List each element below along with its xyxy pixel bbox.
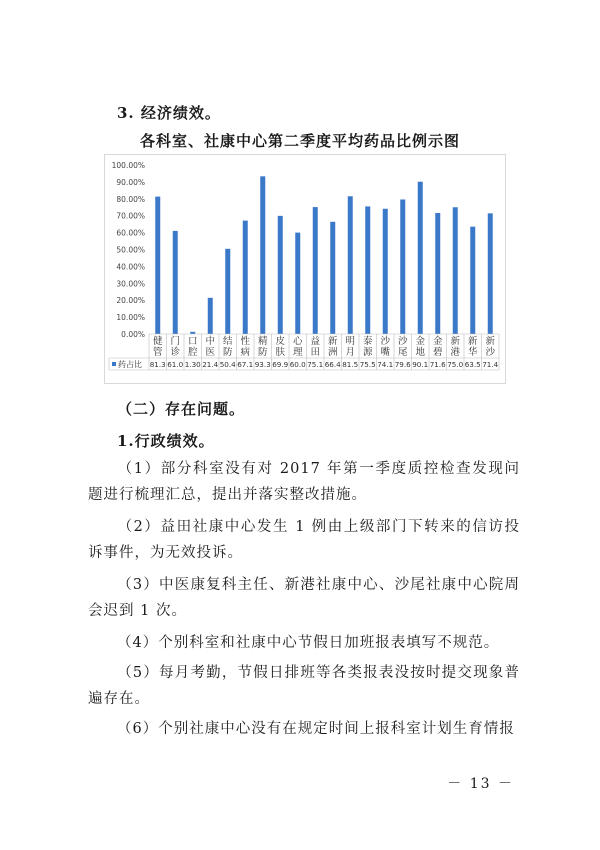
paragraph-5-text: （5）每月考勤，节假日排班等各类报表没按时提交现象普遍存在。 bbox=[88, 665, 520, 707]
paragraph-6-text: （6）个别社康中心没有在规定时间上报科室计划生育情报 bbox=[117, 721, 515, 737]
chart-title: 各科室、社康中心第二季度平均药品比例示图 bbox=[139, 132, 460, 150]
category-label: 健 bbox=[152, 336, 163, 347]
category-label: 性 bbox=[240, 336, 251, 347]
bar bbox=[453, 207, 458, 334]
data-label: 74.1 bbox=[377, 360, 394, 369]
bar bbox=[330, 222, 335, 334]
data-label: 81.3 bbox=[149, 360, 166, 369]
category-label: 洲 bbox=[327, 347, 338, 358]
bar bbox=[208, 298, 213, 334]
paragraph-3 bbox=[88, 572, 520, 624]
section-heading-economic: 3. 经济绩效。 bbox=[117, 104, 221, 122]
category-label: 病 bbox=[240, 347, 251, 358]
category-label: 新 bbox=[450, 336, 461, 347]
data-label: 69.9 bbox=[272, 360, 289, 369]
category-label: 港 bbox=[450, 347, 461, 358]
category-label: 尾 bbox=[397, 347, 408, 358]
category-label: 理 bbox=[292, 347, 303, 358]
y-tick-label: 90.00% bbox=[116, 177, 145, 187]
category-label: 田 bbox=[310, 347, 321, 358]
bar bbox=[383, 209, 388, 334]
data-label: 1.30 bbox=[184, 360, 201, 369]
data-label: 63.5 bbox=[464, 360, 481, 369]
chart-svg bbox=[105, 155, 505, 383]
category-label: 肤 bbox=[275, 347, 286, 358]
bar bbox=[365, 206, 370, 334]
category-label: 新 bbox=[327, 336, 338, 347]
y-tick-label: 70.00% bbox=[116, 211, 145, 221]
data-label: 67.1 bbox=[237, 360, 254, 369]
paragraph-5 bbox=[88, 660, 520, 712]
y-tick-label: 80.00% bbox=[116, 194, 145, 204]
data-label: 61.0 bbox=[167, 360, 184, 369]
paragraph-4-text: （4）个别科室和社康中心节假日加班报表填写不规范。 bbox=[117, 635, 500, 651]
data-label: 93.3 bbox=[254, 360, 271, 369]
page-number: － 13 － bbox=[447, 776, 514, 792]
category-label: 碧 bbox=[432, 347, 443, 358]
bar bbox=[190, 332, 195, 334]
data-label: 75.1 bbox=[307, 360, 324, 369]
category-label: 口 bbox=[187, 336, 198, 347]
paragraph-4 bbox=[88, 630, 520, 656]
y-tick-label: 30.00% bbox=[116, 279, 145, 289]
data-label: 66.4 bbox=[324, 360, 341, 369]
paragraph-1-text: （1）部分科室没有对 2017 年第一季度质控检查发现问题进行梳理汇总，提出并落实整改措施。 bbox=[88, 461, 520, 503]
category-label: 沙 bbox=[380, 336, 391, 347]
category-label: 沙 bbox=[397, 336, 408, 347]
legend-label: 药占比 bbox=[118, 360, 142, 369]
category-label: 皮 bbox=[275, 336, 286, 347]
category-label: 金 bbox=[415, 336, 426, 347]
legend-swatch bbox=[112, 362, 116, 366]
y-tick-label: 60.00% bbox=[116, 228, 145, 238]
bar bbox=[173, 231, 178, 334]
category-label: 月 bbox=[345, 347, 356, 358]
y-tick-label: 0.00% bbox=[121, 330, 145, 339]
bar bbox=[155, 197, 160, 334]
category-label: 地 bbox=[415, 347, 426, 358]
data-label: 71.6 bbox=[429, 360, 446, 369]
category-label: 沙 bbox=[485, 347, 496, 358]
category-label: 防 bbox=[257, 347, 268, 358]
bar bbox=[348, 196, 353, 334]
y-tick-label: 20.00% bbox=[116, 296, 145, 306]
data-label: 71.4 bbox=[482, 360, 499, 369]
category-label: 防 bbox=[222, 347, 233, 358]
bar bbox=[400, 199, 405, 334]
bar bbox=[225, 249, 230, 334]
data-label: 79.6 bbox=[394, 360, 411, 369]
section2-title: （二）存在问题。 bbox=[117, 400, 246, 418]
paragraph-1 bbox=[88, 456, 520, 508]
category-label: 嘴 bbox=[380, 347, 391, 358]
category-label: 华 bbox=[467, 347, 478, 358]
data-label: 60.0 bbox=[289, 360, 306, 369]
data-label: 21.4 bbox=[202, 360, 219, 369]
category-label: 明 bbox=[345, 336, 356, 347]
bar bbox=[260, 176, 265, 334]
category-label: 精 bbox=[257, 336, 268, 347]
data-label: 50.4 bbox=[219, 360, 236, 369]
category-label: 新 bbox=[467, 336, 478, 347]
paragraph-6 bbox=[88, 716, 520, 742]
bar bbox=[243, 221, 248, 334]
data-label: 90.1 bbox=[412, 360, 429, 369]
category-label: 门 bbox=[170, 336, 181, 347]
data-label: 81.5 bbox=[342, 360, 359, 369]
category-label: 益 bbox=[310, 336, 321, 347]
y-tick-label: 10.00% bbox=[116, 313, 145, 323]
category-label: 腔 bbox=[187, 347, 198, 358]
paragraph-3-text: （3）中医康复科主任、新港社康中心、沙尾社康中心院周会迟到 1 次。 bbox=[88, 577, 520, 619]
y-tick-label: 100.00% bbox=[111, 161, 145, 170]
y-tick-label: 50.00% bbox=[116, 245, 145, 255]
category-label: 心 bbox=[292, 336, 303, 347]
category-label: 源 bbox=[362, 347, 373, 358]
bar bbox=[470, 227, 475, 334]
category-label: 医 bbox=[205, 347, 216, 358]
category-label: 新 bbox=[485, 336, 496, 347]
category-label: 中 bbox=[205, 336, 216, 347]
paragraph-2 bbox=[88, 514, 520, 566]
category-label: 管 bbox=[152, 347, 163, 358]
bar-chart bbox=[104, 154, 506, 384]
bar bbox=[278, 216, 283, 334]
category-label: 诊 bbox=[170, 347, 181, 358]
paragraph-2-text: （2）益田社康中心发生 1 例由上级部门下转来的信访投诉事件，为无效投诉。 bbox=[88, 519, 520, 561]
bar bbox=[418, 182, 423, 334]
category-label: 金 bbox=[432, 336, 443, 347]
bar bbox=[488, 213, 493, 334]
data-label: 75.5 bbox=[359, 360, 376, 369]
sub1-title: 1.行政绩效。 bbox=[117, 432, 215, 450]
bar bbox=[295, 233, 300, 334]
bar bbox=[313, 207, 318, 334]
category-label: 结 bbox=[222, 336, 233, 347]
category-label: 泰 bbox=[362, 336, 373, 347]
y-tick-label: 40.00% bbox=[116, 262, 145, 272]
data-label: 75.0 bbox=[447, 360, 464, 369]
bar bbox=[435, 213, 440, 334]
